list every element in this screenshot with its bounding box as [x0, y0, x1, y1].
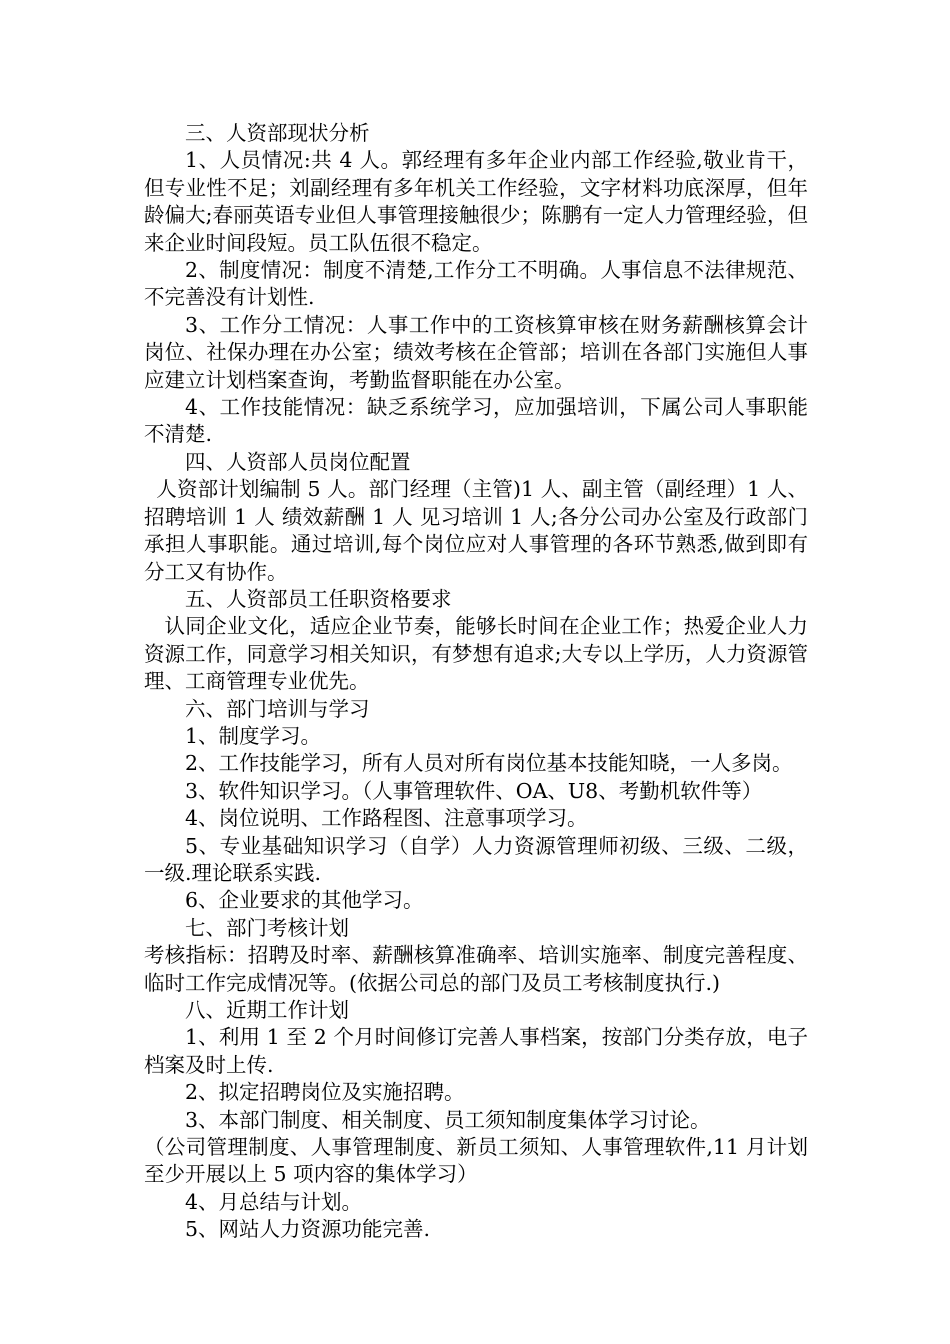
- paragraph: 4、工作技能情况：缺乏系统学习，应加强培训，下属公司人事职能不清楚.: [144, 395, 808, 447]
- document-body: [144, 120, 808, 1244]
- paragraph: （公司管理制度、人事管理制度、新员工须知、人事管理软件,11 月计划至少开展以上 5 项内容的集体学习）: [144, 1135, 808, 1187]
- paragraph: 2、制度情况：制度不清楚,工作分工不明确。人事信息不法律规范、不完善没有计划性.: [144, 258, 808, 310]
- list-item: 3、本部门制度、相关制度、员工须知制度集体学习讨论。: [185, 1107, 711, 1132]
- section-heading: 五、人资部员工任职资格要求: [185, 586, 452, 611]
- section-heading: 七、部门考核计划: [185, 915, 349, 940]
- list-item: 5、专业基础知识学习（自学）人力资源管理师初级、三级、二级，一级.理论联系实践.: [144, 833, 808, 885]
- section-heading: 四、人资部人员岗位配置: [185, 449, 411, 474]
- paragraph: 人资部计划编制 5 人。部门经理（主管)1 人、副主管（副经理）1 人、招聘培训 1 人 绩效薪酬 1 人 见习培训 1 人;各分公司办公室及行政部门承担人事职能。通过培训,每个岗位应对人事管理的各环节熟悉,做到即有分工又有协作。: [144, 477, 808, 584]
- paragraph: 3、工作分工情况：人事工作中的工资核算审核在财务薪酬核算会计岗位、社保办理在办公室；绩效考核在企管部；培训在各部门实施但人事应建立计划档案查询，考勤监督职能在办公室。: [144, 312, 808, 392]
- section-heading: 三、人资部现状分析: [185, 121, 370, 145]
- paragraph: 考核指标：招聘及时率、薪酬核算准确率、培训实施率、制度完善程度、临时工作完成情况等。(依据公司总的部门及员工考核制度执行.): [144, 943, 808, 995]
- paragraph: 1、人员情况:共 4 人。郭经理有多年企业内部工作经验,敬业肯干，但专业性不足；刘副经理有多年机关工作经验，文字材料功底深厚，但年龄偏大;春丽英语专业但人事管理接触很少；陈鹏有一定人力管理经验，但来企业时间段短。员工队伍很不稳定。: [144, 148, 808, 255]
- list-item: 2、工作技能学习，所有人员对所有岗位基本技能知晓，一人多岗。: [185, 751, 793, 776]
- paragraph: 认同企业文化，适应企业节奏，能够长时间在企业工作；热爱企业人力资源工作，同意学习相关知识，有梦想有追求;大专以上学历，人力资源管理、工商管理专业优先。: [144, 614, 808, 694]
- list-item: 1、制度学习。: [185, 723, 322, 748]
- list-item: 4、岗位说明、工作路程图、注意事项学习。: [185, 806, 588, 831]
- list-item: 2、拟定招聘岗位及实施招聘。: [185, 1080, 465, 1105]
- list-item: 6、企业要求的其他学习。: [185, 888, 424, 913]
- list-item: 5、网站人力资源功能完善.: [185, 1217, 431, 1242]
- section-heading: 六、部门培训与学习: [185, 696, 370, 721]
- list-item: 1、利用 1 至 2 个月时间修订完善人事档案，按部门分类存放，电子档案及时上传.: [144, 1025, 808, 1077]
- list-item: 4、月总结与计划。: [185, 1189, 363, 1214]
- section-heading: 八、近期工作计划: [185, 998, 349, 1022]
- list-item: 3、软件知识学习。（人事管理软件、OA、U8、考勤机软件等）: [185, 778, 763, 803]
